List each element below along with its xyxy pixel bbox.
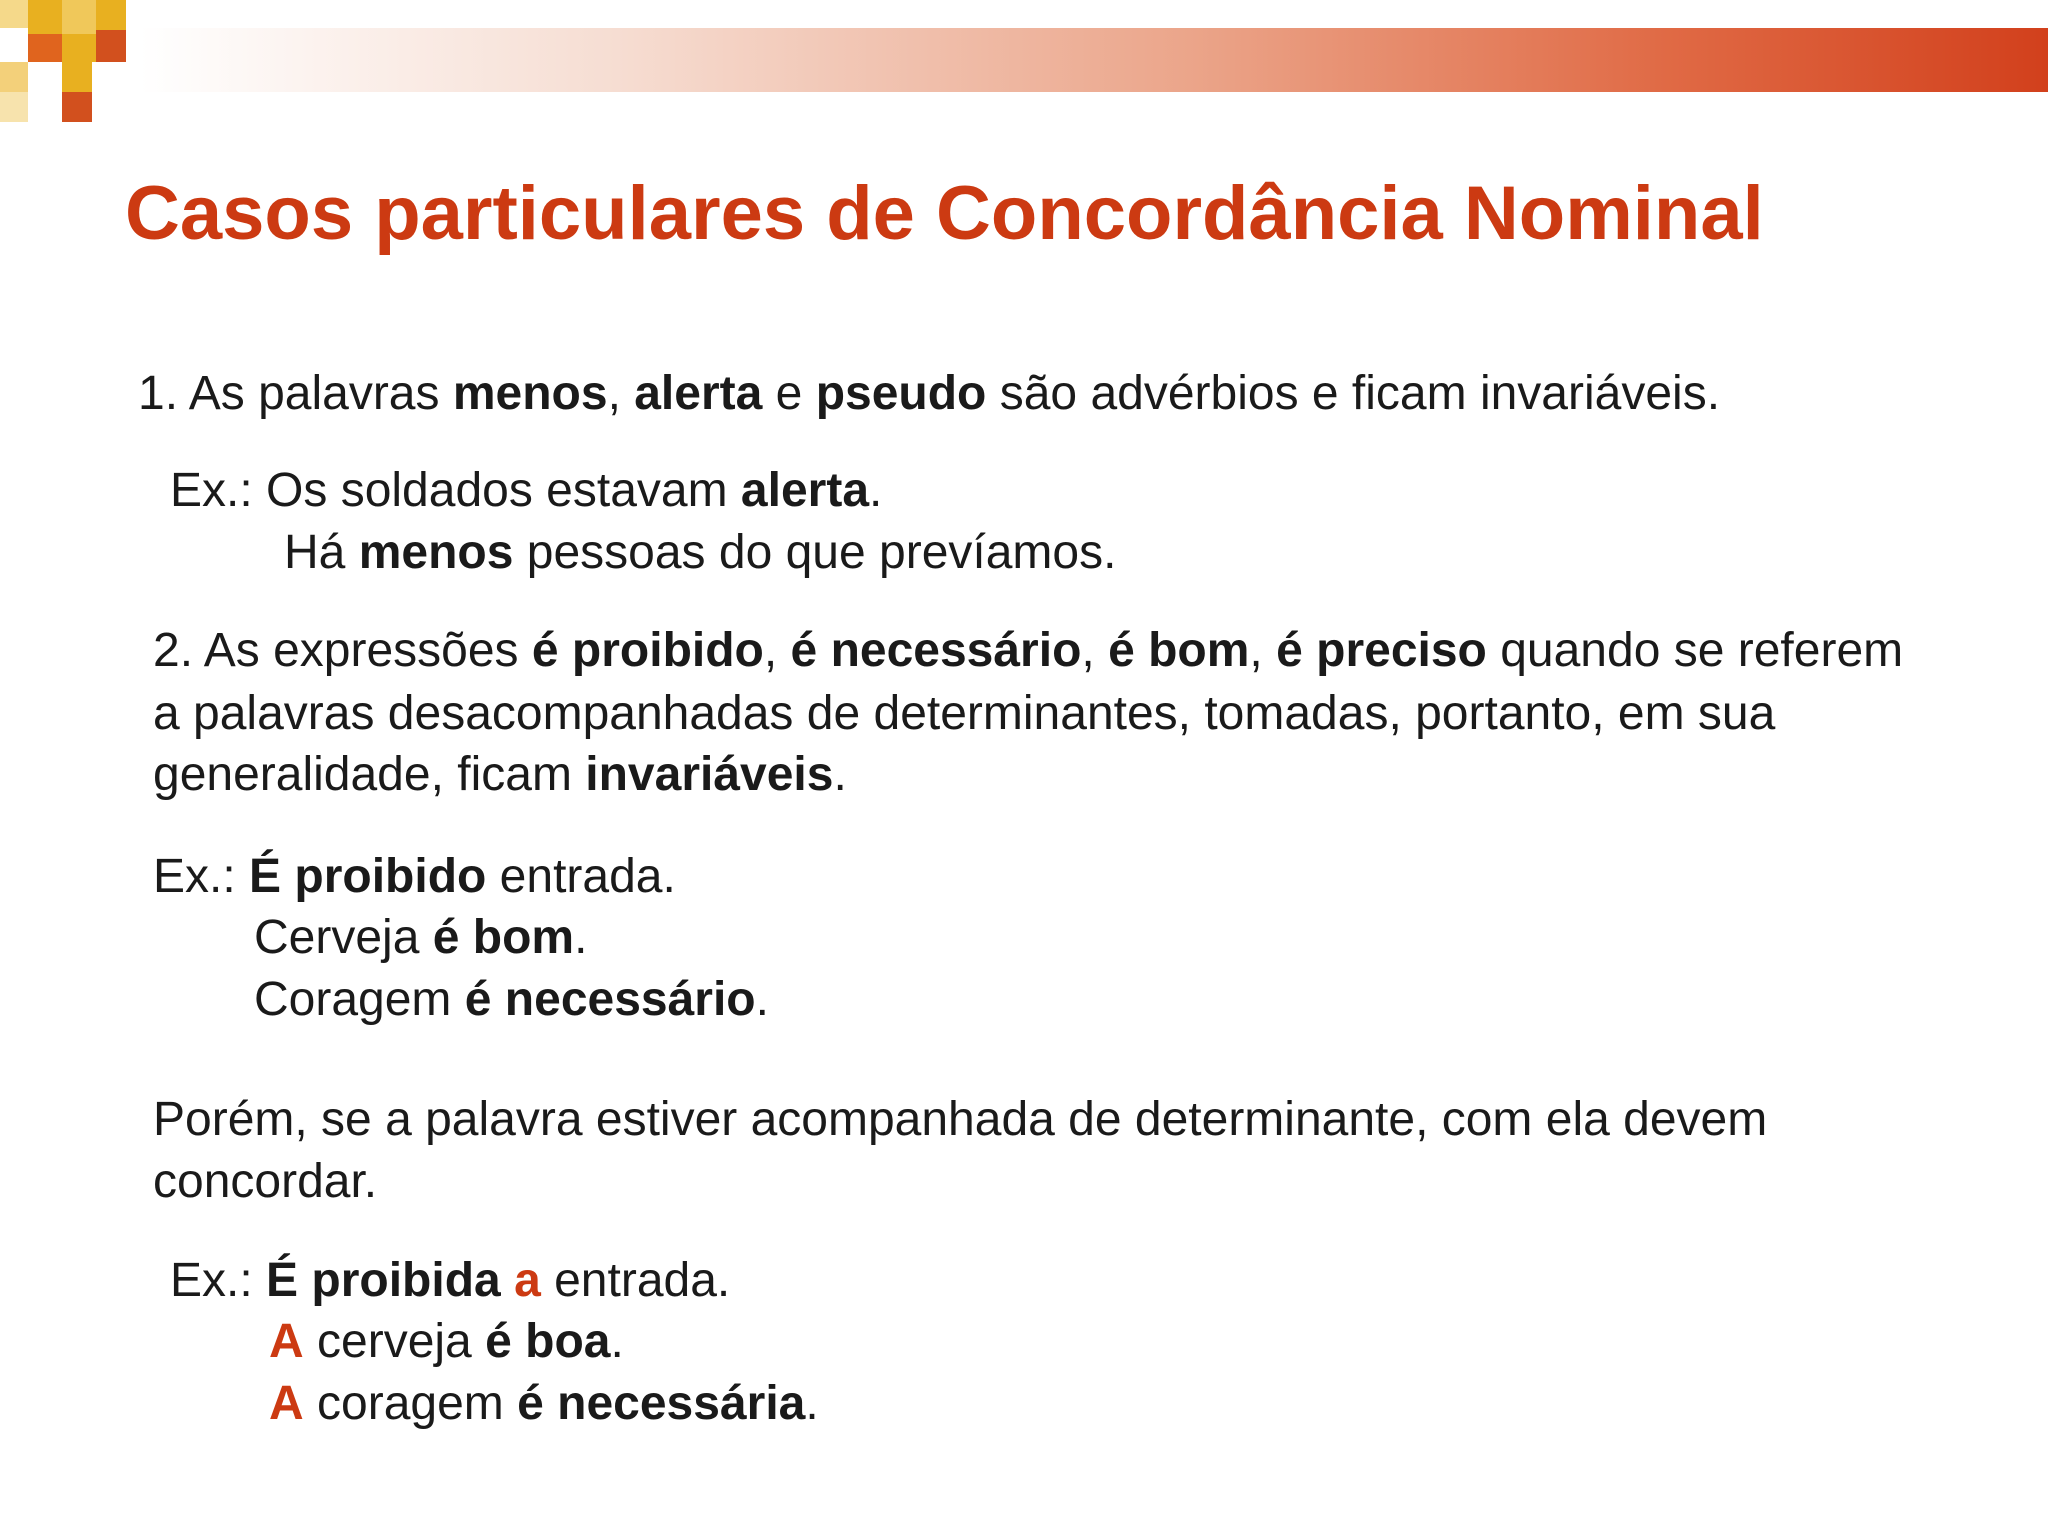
porem-statement-line2: concordar. (153, 1155, 378, 1208)
text-span: quando se referem (1486, 624, 1904, 677)
item2-statement-line3 (153, 748, 847, 801)
text-span: , (1081, 624, 1109, 677)
text-span: Ex.: Os soldados estavam (170, 464, 741, 517)
text-span: . (869, 464, 883, 517)
text-span: generalidade, ficam (153, 748, 586, 801)
emphasis: bom (472, 911, 575, 964)
highlighted-determinant: A (269, 1315, 304, 1368)
text-span: . (805, 1377, 819, 1430)
emphasis: invariáveis (585, 748, 834, 801)
text-span: cerveja (303, 1315, 486, 1368)
highlighted-determinant: a (514, 1254, 541, 1307)
decorative-squares-logo (0, 0, 160, 125)
text-span: . (610, 1315, 624, 1368)
text-span: , (607, 367, 635, 420)
item2-example-2 (254, 911, 588, 964)
text-span (512, 1315, 525, 1368)
text-span: , (1249, 624, 1277, 677)
text-span: 1. As palavras (138, 367, 453, 420)
keyword-menos: menos (452, 367, 608, 420)
highlighted-determinant: A (269, 1377, 304, 1430)
emphasis: é (485, 1315, 512, 1368)
text-span: Cerveja (254, 911, 433, 964)
emphasis: é (432, 911, 460, 964)
porem-example-3 (269, 1377, 819, 1430)
text-span: Há (284, 526, 359, 579)
emphasis: É proibido (249, 850, 487, 903)
expression-e-necessario: é necessário (790, 624, 1082, 677)
item2-example-3 (254, 973, 769, 1026)
item2-statement-line2: a palavras desacompanhadas de determinantes, tomadas, portanto, em sua (153, 687, 1776, 740)
keyword-pseudo: pseudo (815, 367, 987, 420)
porem-example-2 (269, 1315, 624, 1368)
text-span: e (762, 367, 816, 420)
text-span: Coragem (254, 973, 465, 1026)
item1-statement (138, 367, 1721, 420)
text-span: . (755, 973, 769, 1026)
emphasis: é (464, 973, 492, 1026)
emphasis: boa (525, 1315, 611, 1368)
text-span: 2. As expressões (153, 624, 532, 677)
item1-example-2 (284, 526, 1117, 579)
header-gradient-bar (140, 28, 2048, 92)
expression-e-proibido: é proibido (531, 624, 764, 677)
porem-statement-line1: Porém, se a palavra estiver acompanhada de determinante, com ela devem (153, 1093, 1768, 1146)
item1-example-1 (170, 464, 883, 517)
emphasis: é (517, 1377, 544, 1430)
emphasis: alerta (740, 464, 870, 517)
text-span (544, 1377, 557, 1430)
text-span (491, 973, 504, 1026)
text-span: são advérbios e ficam invariáveis. (986, 367, 1721, 420)
text-span: entrada. (486, 850, 676, 903)
porem-example-1 (170, 1254, 731, 1307)
text-span (501, 1254, 514, 1307)
text-span: . (574, 911, 588, 964)
emphasis: menos (358, 526, 514, 579)
text-span: coragem (303, 1377, 518, 1430)
item2-example-1 (153, 850, 676, 903)
text-span: Ex.: (153, 850, 250, 903)
emphasis: necessária (557, 1377, 806, 1430)
keyword-alerta: alerta (634, 367, 763, 420)
expression-e-preciso: é preciso (1276, 624, 1487, 677)
text-span: pessoas do que prevíamos. (513, 526, 1117, 579)
text-span: , (763, 624, 791, 677)
expression-e-bom: é bom (1108, 624, 1250, 677)
emphasis: necessário (504, 973, 756, 1026)
item2-statement-line1 (153, 624, 1904, 677)
text-span: . (833, 748, 847, 801)
page-title: Casos particulares de Concordância Nominal (125, 171, 1764, 256)
text-span (459, 911, 472, 964)
text-span: entrada. (540, 1254, 731, 1307)
emphasis: É proibida (266, 1254, 501, 1307)
text-span: Ex.: (170, 1254, 267, 1307)
